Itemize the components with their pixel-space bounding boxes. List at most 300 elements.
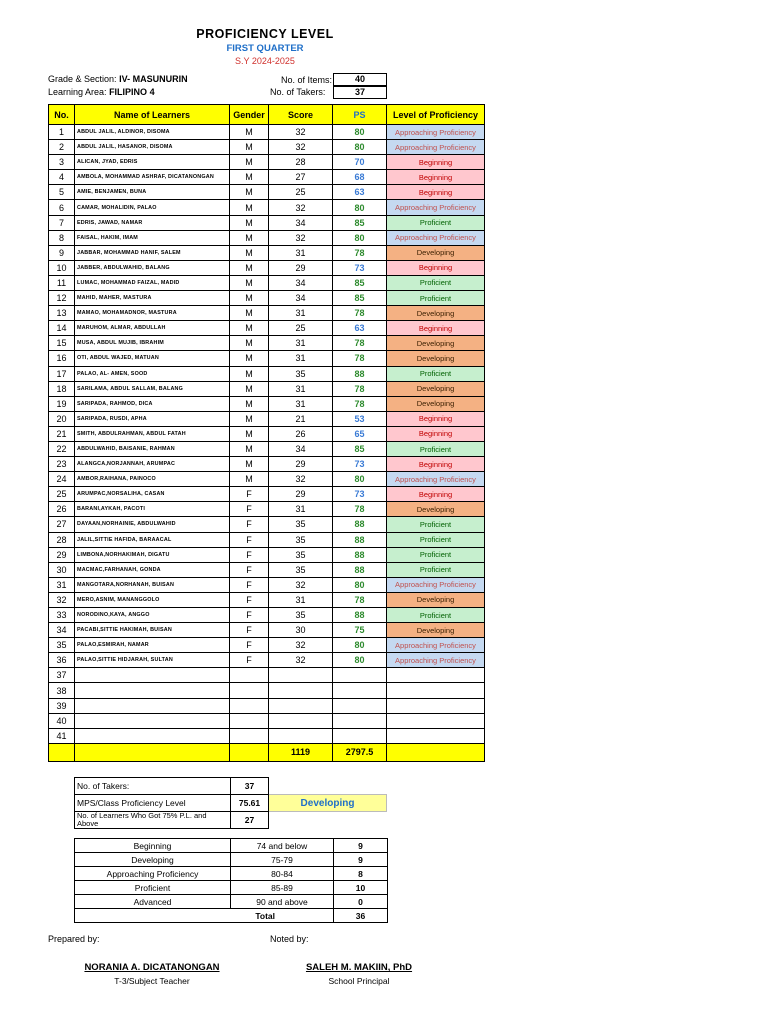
cell-learner-name: AMIE, BENJAMEN, BUNA [75, 185, 230, 200]
cell-ps: 78 [333, 592, 387, 607]
table-row [49, 366, 485, 381]
cell-no: 3 [49, 155, 75, 170]
cell-score: 29 [269, 260, 333, 275]
table-body [49, 125, 485, 744]
cell-ps: 80 [333, 472, 387, 487]
cell-ps: 80 [333, 200, 387, 215]
cell-ps: 80 [333, 653, 387, 668]
cell-ps: 80 [333, 638, 387, 653]
cell-no: 5 [49, 185, 75, 200]
cell-level: Approaching Proficiency [387, 125, 485, 140]
grade-section-label: Grade & Section: [48, 74, 117, 84]
cell-level [387, 668, 485, 683]
cell-learner-name: PACABI,SITTIE HAKIMAH, BUISAN [75, 623, 230, 638]
cell-no: 21 [49, 426, 75, 441]
cell-gender: F [230, 623, 269, 638]
cell-level: Proficient [387, 608, 485, 623]
table-row [49, 472, 485, 487]
cell-score: 31 [269, 306, 333, 321]
column-header-level: Level of Proficiency [387, 105, 485, 125]
cell-level: Developing [387, 351, 485, 366]
range-row [75, 839, 388, 853]
cell-level: Approaching Proficiency [387, 472, 485, 487]
cell-no: 36 [49, 653, 75, 668]
column-header-ps: PS [333, 105, 387, 125]
range-row [75, 895, 388, 909]
range-label: Beginning [75, 839, 231, 853]
cell-gender: M [230, 306, 269, 321]
summary-row-above [75, 812, 387, 829]
cell-learner-name: SMITH, ABDULRAHMAN, ABDUL FATAH [75, 426, 230, 441]
table-row [49, 351, 485, 366]
column-header-gender: Gender [230, 105, 269, 125]
summary-blank [269, 778, 387, 795]
cell-score: 34 [269, 275, 333, 290]
cell-ps: 85 [333, 275, 387, 290]
cell-gender: M [230, 140, 269, 155]
total-cell-blank [387, 743, 485, 761]
cell-score [269, 698, 333, 713]
table-row [49, 140, 485, 155]
table-row [49, 638, 485, 653]
cell-gender: F [230, 532, 269, 547]
cell-score: 34 [269, 215, 333, 230]
cell-learner-name: LIMBONA,NORHAKIMAH, DIGATU [75, 547, 230, 562]
summary-blank [269, 812, 387, 829]
cell-level: Developing [387, 245, 485, 260]
range-count: 8 [334, 867, 388, 881]
cell-learner-name: JABBAR, MOHAMMAD HANIF, SALEM [75, 245, 230, 260]
range-count: 10 [334, 881, 388, 895]
cell-score: 35 [269, 366, 333, 381]
cell-learner-name: LUMAC, MOHAMMAD FAIZAL, MADID [75, 275, 230, 290]
cell-learner-name: ABDUL JALIL, HASANOR, DISOMA [75, 140, 230, 155]
cell-no: 9 [49, 245, 75, 260]
cell-score [269, 668, 333, 683]
cell-level: Proficient [387, 366, 485, 381]
range-total-label: Total [75, 909, 334, 923]
cell-no: 2 [49, 140, 75, 155]
cell-score: 31 [269, 502, 333, 517]
cell-learner-name: ARUMPAC,NORSALIHA, CASAN [75, 487, 230, 502]
cell-gender: M [230, 441, 269, 456]
cell-no: 20 [49, 411, 75, 426]
cell-ps: 80 [333, 577, 387, 592]
cell-ps: 73 [333, 260, 387, 275]
cell-ps [333, 698, 387, 713]
cell-gender: M [230, 321, 269, 336]
learning-area-value: FILIPINO 4 [109, 87, 155, 97]
cell-gender: M [230, 260, 269, 275]
cell-gender: M [230, 411, 269, 426]
range-label: Approaching Proficiency [75, 867, 231, 881]
column-header-no: No. [49, 105, 75, 125]
cell-level: Proficient [387, 517, 485, 532]
items-value: 40 [333, 73, 387, 86]
cell-learner-name: CAMAR, MOHALIDIN, PALAO [75, 200, 230, 215]
cell-learner-name: ALICAN, JYAD, EDRIS [75, 155, 230, 170]
cell-level [387, 698, 485, 713]
cell-level: Beginning [387, 170, 485, 185]
cell-score: 27 [269, 170, 333, 185]
cell-ps: 80 [333, 140, 387, 155]
cell-score: 31 [269, 351, 333, 366]
range-interval: 85-89 [231, 881, 334, 895]
cell-learner-name: AMBOR,RAIHANA, PAINOCO [75, 472, 230, 487]
cell-level: Approaching Proficiency [387, 638, 485, 653]
cell-score: 29 [269, 457, 333, 472]
cell-level: Beginning [387, 411, 485, 426]
cell-score: 31 [269, 336, 333, 351]
cell-score [269, 713, 333, 728]
table-row [49, 502, 485, 517]
table-row [49, 683, 485, 698]
cell-no: 18 [49, 381, 75, 396]
table-row [49, 306, 485, 321]
cell-no: 8 [49, 230, 75, 245]
table-row [49, 517, 485, 532]
range-label: Proficient [75, 881, 231, 895]
cell-ps: 80 [333, 125, 387, 140]
school-year: S.Y 2024-2025 [235, 56, 295, 66]
range-row [75, 853, 388, 867]
table-row [49, 336, 485, 351]
cell-score: 32 [269, 125, 333, 140]
cell-learner-name: SARIPADA, RAHMOD, DICA [75, 396, 230, 411]
table-header-row [49, 105, 485, 125]
cell-no: 38 [49, 683, 75, 698]
cell-score: 21 [269, 411, 333, 426]
cell-no: 27 [49, 517, 75, 532]
range-body [75, 839, 388, 909]
learning-area [48, 87, 155, 97]
cell-learner-name [75, 668, 230, 683]
cell-no: 14 [49, 321, 75, 336]
table-row [49, 547, 485, 562]
cell-gender: M [230, 426, 269, 441]
cell-gender [230, 668, 269, 683]
cell-ps: 88 [333, 547, 387, 562]
cell-no: 17 [49, 366, 75, 381]
cell-ps: 63 [333, 185, 387, 200]
cell-no: 6 [49, 200, 75, 215]
range-label: Developing [75, 853, 231, 867]
table-row [49, 713, 485, 728]
cell-level: Beginning [387, 426, 485, 441]
cell-level: Developing [387, 336, 485, 351]
table-row [49, 487, 485, 502]
table-row [49, 426, 485, 441]
cell-score: 35 [269, 547, 333, 562]
cell-gender [230, 698, 269, 713]
cell-learner-name: JABBER, ABDULWAHID, BALANG [75, 260, 230, 275]
cell-learner-name [75, 698, 230, 713]
cell-score: 32 [269, 638, 333, 653]
prepared-by-label: Prepared by: [48, 934, 100, 944]
cell-gender: F [230, 517, 269, 532]
cell-score: 32 [269, 200, 333, 215]
cell-score: 25 [269, 185, 333, 200]
total-ps: 2797.5 [333, 743, 387, 761]
cell-gender: M [230, 125, 269, 140]
cell-ps: 78 [333, 306, 387, 321]
cell-gender: F [230, 608, 269, 623]
cell-ps: 88 [333, 532, 387, 547]
noted-by-name: SALEH M. MAKIIN, PhD [305, 962, 413, 973]
cell-no: 1 [49, 125, 75, 140]
cell-learner-name [75, 713, 230, 728]
cell-no: 30 [49, 562, 75, 577]
cell-gender: M [230, 396, 269, 411]
cell-learner-name: DAYAAN,NORHAINIE, ABDULWAHID [75, 517, 230, 532]
cell-ps: 88 [333, 517, 387, 532]
cell-no: 35 [49, 638, 75, 653]
cell-no: 10 [49, 260, 75, 275]
cell-no: 39 [49, 698, 75, 713]
cell-learner-name: PALAO,ESMIRAH, NAMAR [75, 638, 230, 653]
cell-ps: 85 [333, 215, 387, 230]
grade-section [48, 74, 188, 84]
range-interval: 74 and below [231, 839, 334, 853]
cell-gender [230, 728, 269, 743]
cell-level: Beginning [387, 185, 485, 200]
cell-ps: 78 [333, 396, 387, 411]
table-row [49, 321, 485, 336]
cell-ps: 73 [333, 487, 387, 502]
cell-score: 32 [269, 140, 333, 155]
cell-level: Developing [387, 592, 485, 607]
cell-no: 28 [49, 532, 75, 547]
table-row [49, 125, 485, 140]
cell-score: 32 [269, 472, 333, 487]
table-row [49, 608, 485, 623]
range-count: 9 [334, 853, 388, 867]
cell-ps: 63 [333, 321, 387, 336]
cell-gender: M [230, 185, 269, 200]
cell-level: Developing [387, 396, 485, 411]
cell-level: Proficient [387, 532, 485, 547]
column-header-name: Name of Learners [75, 105, 230, 125]
cell-level: Approaching Proficiency [387, 577, 485, 592]
summary-mps-level: Developing [269, 795, 387, 812]
cell-learner-name: PALAO, AL- AMEN, SOOD [75, 366, 230, 381]
cell-ps: 85 [333, 441, 387, 456]
range-count: 9 [334, 839, 388, 853]
cell-ps: 53 [333, 411, 387, 426]
cell-level: Proficient [387, 547, 485, 562]
cell-gender: F [230, 487, 269, 502]
cell-ps: 73 [333, 457, 387, 472]
cell-level: Proficient [387, 275, 485, 290]
cell-ps: 68 [333, 170, 387, 185]
table-row [49, 653, 485, 668]
cell-level: Beginning [387, 321, 485, 336]
summary-above-value: 27 [231, 812, 269, 829]
total-cell-blank [49, 743, 75, 761]
cell-level [387, 713, 485, 728]
cell-no: 31 [49, 577, 75, 592]
cell-no: 41 [49, 728, 75, 743]
cell-no: 26 [49, 502, 75, 517]
cell-level: Proficient [387, 291, 485, 306]
table-row [49, 396, 485, 411]
cell-learner-name: ABDULWAHID, BAISANIE, RAHMAN [75, 441, 230, 456]
cell-score: 35 [269, 532, 333, 547]
table-row [49, 457, 485, 472]
cell-gender: M [230, 336, 269, 351]
cell-score: 31 [269, 396, 333, 411]
cell-score: 31 [269, 381, 333, 396]
table-row [49, 668, 485, 683]
summary-row-mps [75, 795, 387, 812]
cell-level: Approaching Proficiency [387, 200, 485, 215]
summary-mps-label: MPS/Class Proficiency Level [75, 795, 231, 812]
range-count: 0 [334, 895, 388, 909]
cell-no: 23 [49, 457, 75, 472]
cell-level: Beginning [387, 457, 485, 472]
cell-level: Developing [387, 306, 485, 321]
cell-gender: M [230, 351, 269, 366]
cell-gender: M [230, 366, 269, 381]
cell-ps: 78 [333, 336, 387, 351]
cell-learner-name: MUSA, ABDUL MUJIB, IBRAHIM [75, 336, 230, 351]
summary-takers-label: No. of Takers: [75, 778, 231, 795]
cell-learner-name: MACMAC,FARHANAH, GONDA [75, 562, 230, 577]
cell-no: 24 [49, 472, 75, 487]
cell-level: Approaching Proficiency [387, 653, 485, 668]
table-row [49, 215, 485, 230]
cell-gender: M [230, 291, 269, 306]
table-row [49, 291, 485, 306]
table-row [49, 200, 485, 215]
cell-ps [333, 668, 387, 683]
table-row [49, 155, 485, 170]
cell-score: 31 [269, 245, 333, 260]
cell-ps: 78 [333, 381, 387, 396]
cell-learner-name: PALAO,SITTIE HIDJARAH, SULTAN [75, 653, 230, 668]
cell-gender: M [230, 472, 269, 487]
cell-learner-name: SARILAMA, ABDUL SALLAM, BALANG [75, 381, 230, 396]
cell-no: 7 [49, 215, 75, 230]
cell-no: 34 [49, 623, 75, 638]
cell-learner-name: MAMAO, MOHAMADNOR, MASTURA [75, 306, 230, 321]
cell-ps: 78 [333, 502, 387, 517]
range-interval: 80-84 [231, 867, 334, 881]
cell-learner-name: JALIL,SITTIE HAFIDA, BARAACAL [75, 532, 230, 547]
grade-section-value: IV- MASUNURIN [119, 74, 188, 84]
cell-ps: 65 [333, 426, 387, 441]
cell-learner-name: OTI, ABDUL WAJED, MATUAN [75, 351, 230, 366]
column-header-score: Score [269, 105, 333, 125]
summary-above-label: No. of Learners Who Got 75% P.L. and Above [75, 812, 231, 829]
cell-level: Beginning [387, 487, 485, 502]
cell-no: 11 [49, 275, 75, 290]
cell-gender: F [230, 502, 269, 517]
table-row [49, 170, 485, 185]
range-interval: 75-79 [231, 853, 334, 867]
cell-no: 19 [49, 396, 75, 411]
cell-level: Developing [387, 381, 485, 396]
cell-gender: M [230, 457, 269, 472]
cell-no: 15 [49, 336, 75, 351]
prepared-by-role: T-3/Subject Teacher [114, 976, 190, 986]
proficiency-table [48, 104, 485, 762]
quarter-label: FIRST QUARTER [226, 43, 304, 54]
takers-value: 37 [333, 86, 387, 99]
cell-ps [333, 728, 387, 743]
range-table [74, 838, 388, 923]
table-row [49, 245, 485, 260]
cell-score: 30 [269, 623, 333, 638]
takers-label: No. of Takers: [270, 87, 326, 97]
summary-mps-value: 75.61 [231, 795, 269, 812]
cell-score: 35 [269, 562, 333, 577]
summary-takers-value: 37 [231, 778, 269, 795]
cell-ps [333, 683, 387, 698]
cell-learner-name: EDRIS, JAWAD, NAMAR [75, 215, 230, 230]
cell-score: 32 [269, 653, 333, 668]
cell-score: 34 [269, 441, 333, 456]
range-row [75, 881, 388, 895]
table-row [49, 411, 485, 426]
cell-gender [230, 683, 269, 698]
cell-gender: M [230, 381, 269, 396]
range-interval: 90 and above [231, 895, 334, 909]
cell-score [269, 728, 333, 743]
cell-gender: M [230, 230, 269, 245]
cell-no: 16 [49, 351, 75, 366]
cell-score: 35 [269, 517, 333, 532]
cell-learner-name: BARANI,AYKAH, PACOTI [75, 502, 230, 517]
table-row [49, 577, 485, 592]
total-cell-blank [230, 743, 269, 761]
cell-no: 12 [49, 291, 75, 306]
table-row [49, 698, 485, 713]
cell-gender: M [230, 245, 269, 260]
cell-score: 28 [269, 155, 333, 170]
table-row [49, 532, 485, 547]
cell-gender: M [230, 155, 269, 170]
cell-gender: M [230, 275, 269, 290]
cell-learner-name: AMBOLA, MOHAMMAD ASHRAF, DICATANONGAN [75, 170, 230, 185]
cell-score: 31 [269, 592, 333, 607]
noted-by-label: Noted by: [270, 934, 309, 944]
cell-ps: 88 [333, 562, 387, 577]
cell-ps: 85 [333, 291, 387, 306]
cell-learner-name [75, 728, 230, 743]
cell-learner-name: SARIPADA, RUSDI, APHA [75, 411, 230, 426]
page-title: PROFICIENCY LEVEL [196, 27, 334, 41]
cell-ps: 78 [333, 351, 387, 366]
cell-no: 25 [49, 487, 75, 502]
table-row [49, 275, 485, 290]
cell-score: 32 [269, 577, 333, 592]
cell-learner-name: MANGOTARA,NORHANAH, BUISAN [75, 577, 230, 592]
cell-level [387, 683, 485, 698]
cell-level: Beginning [387, 155, 485, 170]
cell-no: 13 [49, 306, 75, 321]
cell-level [387, 728, 485, 743]
items-label: No. of Items: [281, 75, 333, 85]
cell-level: Developing [387, 623, 485, 638]
cell-ps [333, 713, 387, 728]
table-row [49, 230, 485, 245]
total-cell-blank [75, 743, 230, 761]
cell-learner-name: MERO,ASNIM, MANANGGOLO [75, 592, 230, 607]
cell-learner-name: MARUHOM, ALMAR, ABDULLAH [75, 321, 230, 336]
noted-by-role: School Principal [328, 976, 390, 986]
range-total-value: 36 [334, 909, 388, 923]
